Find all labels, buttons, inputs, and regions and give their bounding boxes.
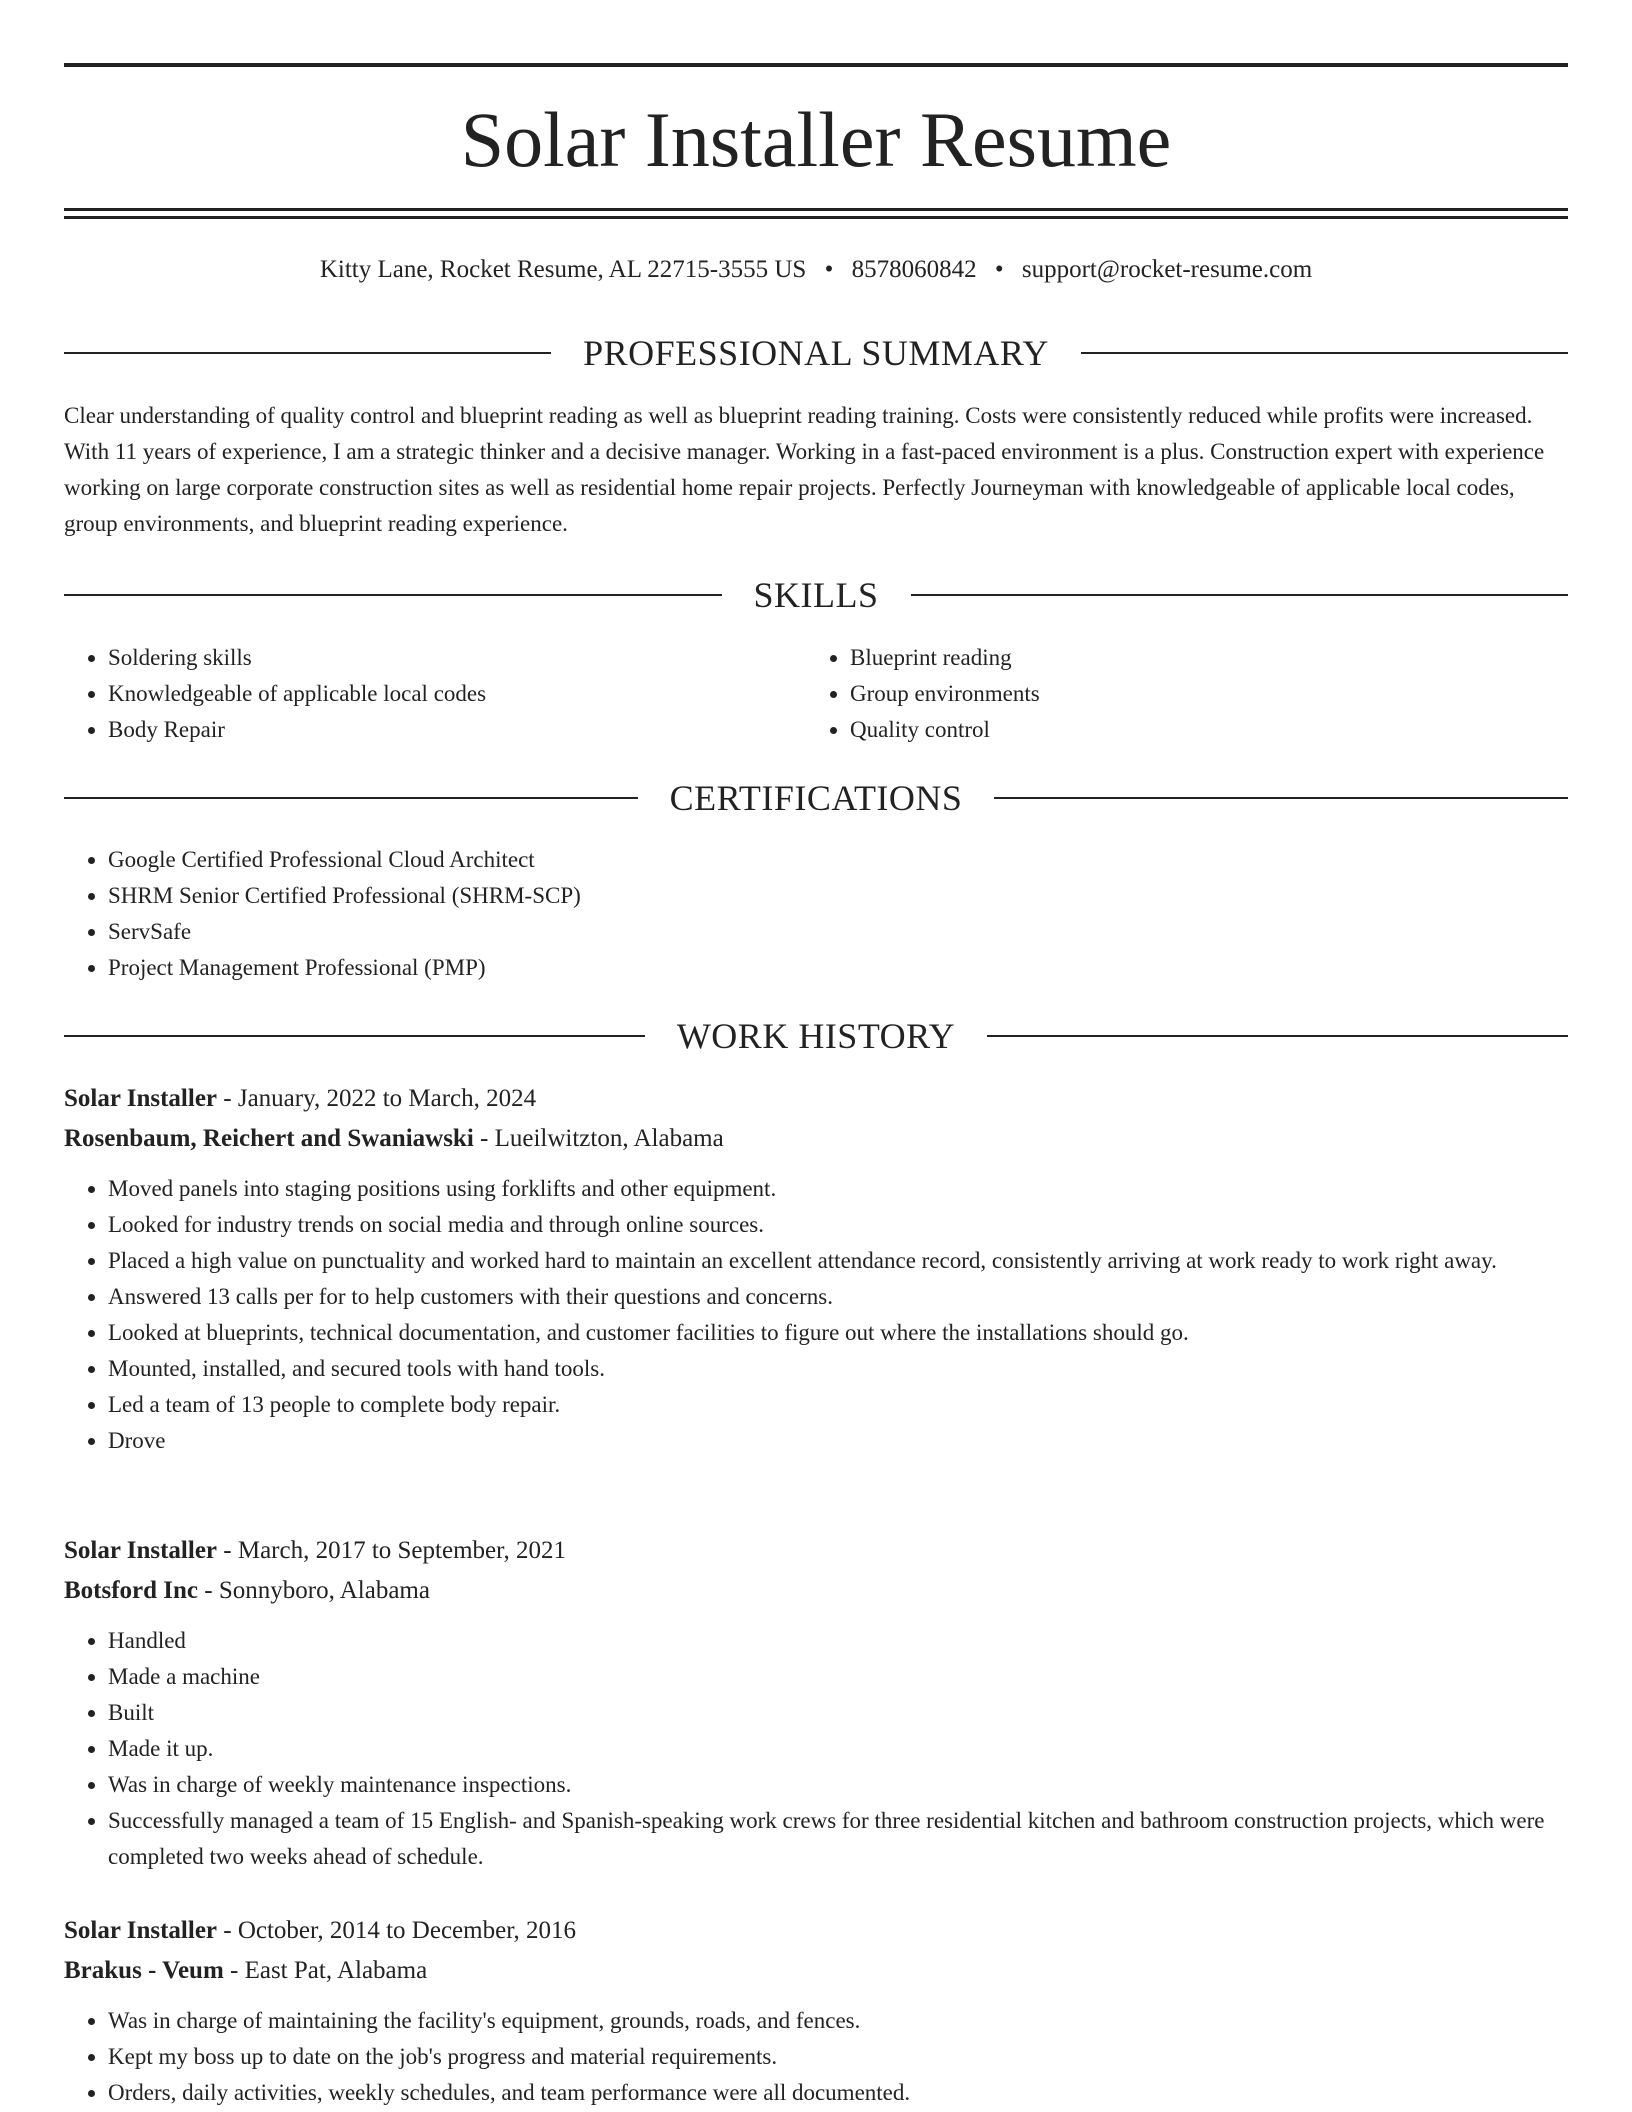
job-bullet: • Moved panels into staging positions using forklifts and other equipment. (108, 1171, 1568, 1207)
job-company: Rosenbaum, Reichert and Swaniawski (64, 1125, 474, 1152)
job-location: - Sonnyboro, Alabama (198, 1577, 430, 1604)
job-bullet: • Made it up. (108, 1731, 1568, 1767)
section-title: WORK HISTORY (676, 1016, 956, 1056)
job-bullet: • Looked for industry trends on social media and through online sources. (108, 1207, 1568, 1243)
section-rule (1081, 352, 1568, 354)
job-entry (64, 1079, 1568, 1459)
page-title: Solar Installer Resume (460, 96, 1172, 183)
job-dates: - January, 2022 to March, 2024 (217, 1085, 537, 1112)
skill-item: • Knowledgeable of applicable local codes (108, 676, 764, 712)
job-company-line (64, 1119, 1568, 1159)
job-title-line (64, 1079, 1568, 1119)
job-bullet: • Orders, daily activities, weekly schedules, and team performance were all documented. (108, 2075, 1568, 2111)
skills-list-right (806, 640, 1506, 748)
job-title: Solar Installer (64, 1537, 218, 1564)
job-bullets (64, 2003, 1568, 2111)
skill-item: • Soldering skills (108, 640, 764, 676)
skill-item: • Quality control (850, 712, 1506, 748)
job-dates: - March, 2017 to September, 2021 (217, 1537, 566, 1564)
summary-text: Clear understanding of quality control and blueprint reading as well as blueprint reading training. Costs were consistently reduced while profits were increased. With 11 years of experience, I am a strategic thinker and a decisive manager. Working in a fast-paced environment is a plus. Construction expert with experience working on large corporate construction sites as well as residential home repair projects. Perfectly Journeyman with knowledgeable of applicable local codes, group environments, and blueprint reading experience. (64, 403, 1545, 536)
certifications-list (64, 842, 1568, 986)
job-company: Brakus - Veum (64, 1957, 224, 1984)
job-bullet: • Made a machine (108, 1659, 1568, 1695)
job-location: - Lueilwitzton, Alabama (473, 1125, 724, 1152)
job-dates: - October, 2014 to December, 2016 (217, 1917, 577, 1944)
job-bullet: • Was in charge of maintaining the facility's equipment, grounds, roads, and fences. (108, 2003, 1568, 2039)
job-location: - East Pat, Alabama (223, 1957, 428, 1984)
job-bullet: • Looked at blueprints, technical documentation, and customer facilities to figure out where the installations should go. (108, 1315, 1568, 1351)
contact-email: support@rocket-resume.com (1021, 256, 1313, 283)
section-header-certifications (64, 773, 1568, 823)
certification-item: • ServSafe (108, 914, 1568, 950)
section-rule (994, 797, 1568, 799)
section-rule (64, 797, 638, 799)
job-title-line (64, 1531, 1568, 1571)
skill-item: • Group environments (850, 676, 1506, 712)
job-entry (64, 1911, 1568, 2111)
section-rule (64, 594, 722, 596)
job-bullet: • Successfully managed a team of 15 English- and Spanish-speaking work crews for three residential kitchen and bathroom construction projects, which were completed two weeks ahead of schedule. (108, 1803, 1568, 1875)
section-header-work-history (64, 1011, 1568, 1061)
job-company-line (64, 1951, 1568, 1991)
section-rule (911, 594, 1569, 596)
job-title-line (64, 1911, 1568, 1951)
section-header-skills (64, 570, 1568, 620)
contact-address: Kitty Lane, Rocket Resume, AL 22715-3555 US (319, 256, 807, 283)
section-title: PROFESSIONAL SUMMARY (583, 333, 1049, 373)
job-company: Botsford Inc (64, 1577, 199, 1604)
job-bullet: • Led a team of 13 people to complete body repair. (108, 1387, 1568, 1423)
top-rule (64, 63, 1568, 67)
section-title: SKILLS (753, 575, 879, 615)
job-bullet: • Kept my boss up to date on the job's progress and material requirements. (108, 2039, 1568, 2075)
skills-list-left (64, 640, 764, 748)
job-bullet: • Placed a high value on punctuality and worked hard to maintain an excellent attendance record, consistently arriving at work ready to work right away. (108, 1243, 1568, 1279)
job-bullets (64, 1623, 1568, 1875)
title-double-rule-upper (64, 208, 1568, 211)
skill-item: • Blueprint reading (850, 640, 1506, 676)
title-double-rule-lower (64, 216, 1568, 219)
section-rule (64, 1035, 645, 1037)
job-title: Solar Installer (64, 1085, 218, 1112)
section-header-summary (64, 328, 1568, 378)
job-bullet: • Answered 13 calls per for to help customers with their questions and concerns. (108, 1279, 1568, 1315)
contact-line (64, 253, 1568, 287)
job-entry (64, 1531, 1568, 1875)
section-title: CERTIFICATIONS (669, 778, 963, 818)
job-bullet: • Built (108, 1695, 1568, 1731)
job-bullet: • Mounted, installed, and secured tools with hand tools. (108, 1351, 1568, 1387)
contact-separator: • (994, 256, 1004, 283)
job-bullet: • Was in charge of weekly maintenance inspections. (108, 1767, 1568, 1803)
contact-phone: 8578060842 (851, 256, 977, 283)
job-bullets (64, 1171, 1568, 1459)
job-title: Solar Installer (64, 1917, 218, 1944)
certification-item: • Google Certified Professional Cloud Architect (108, 842, 1568, 878)
job-company-line (64, 1571, 1568, 1611)
section-rule (64, 352, 551, 354)
contact-separator: • (824, 256, 834, 283)
skill-item: • Body Repair (108, 712, 764, 748)
job-bullet: • Drove (108, 1423, 1568, 1459)
job-bullet: • Handled (108, 1623, 1568, 1659)
certification-item: • SHRM Senior Certified Professional (SHRM-SCP) (108, 878, 1568, 914)
section-rule (987, 1035, 1568, 1037)
certification-item: • Project Management Professional (PMP) (108, 950, 1568, 986)
